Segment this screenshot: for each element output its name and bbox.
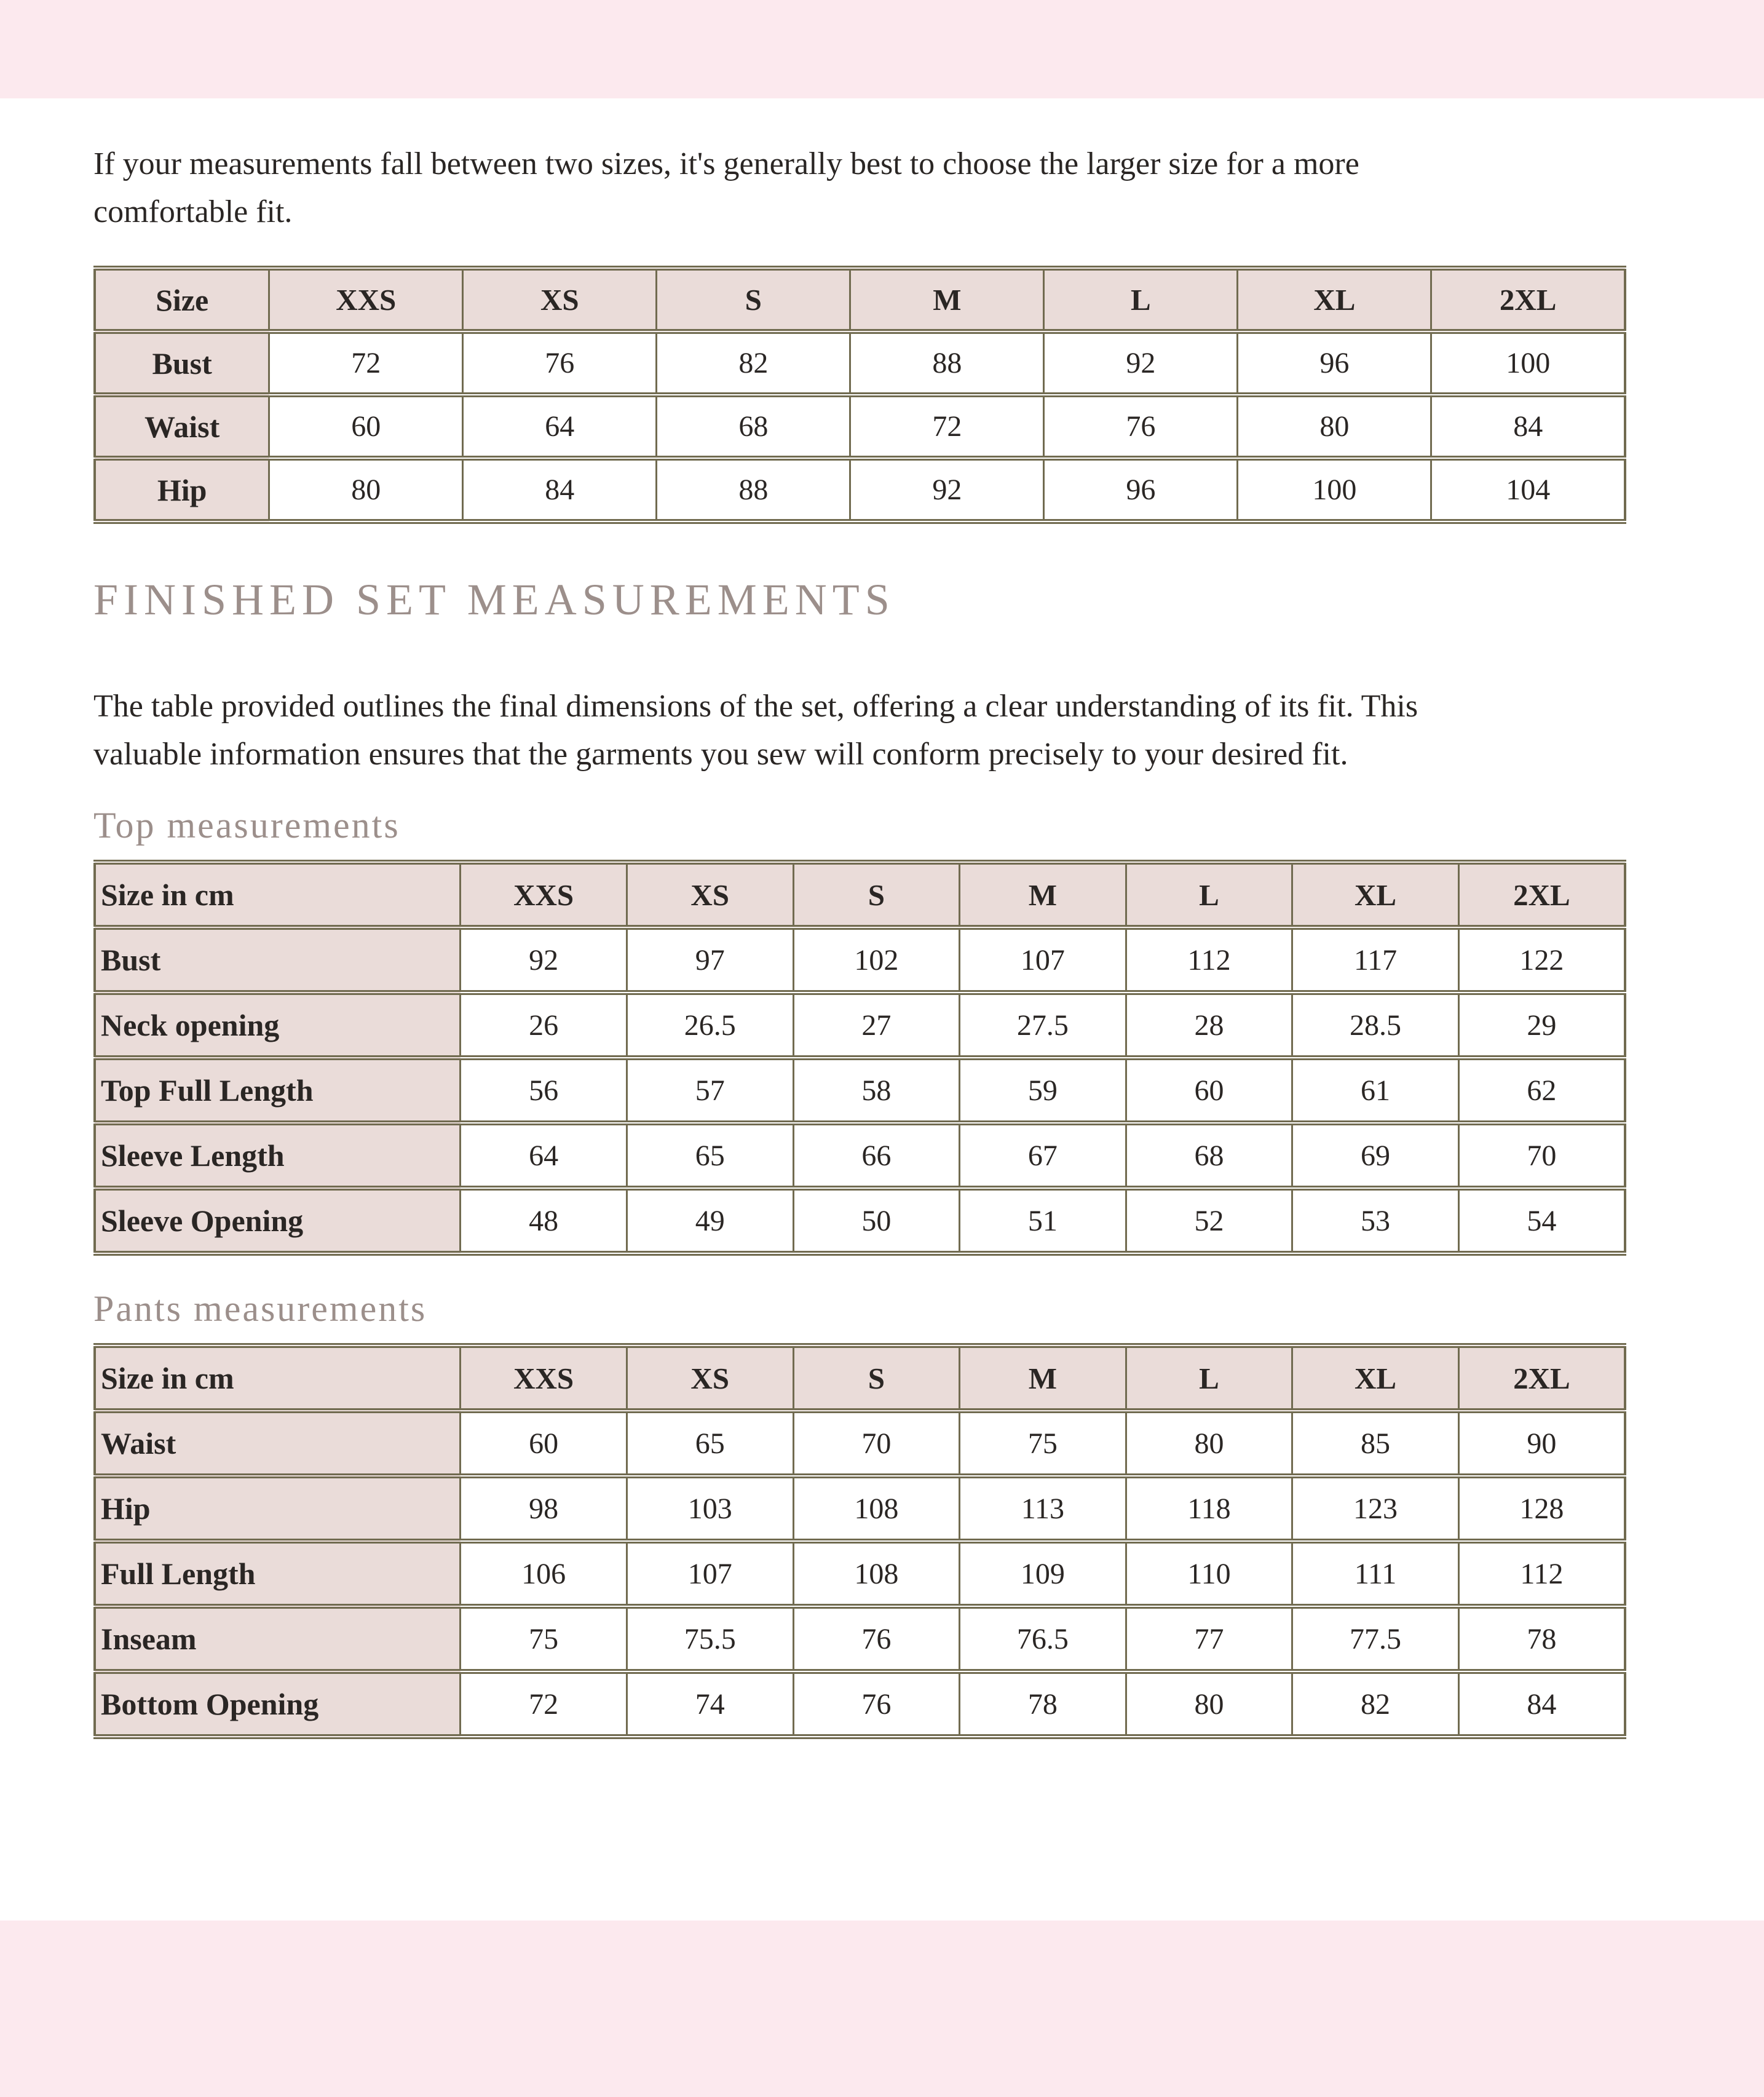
value-cell: 27.5 [960, 993, 1126, 1058]
value-cell: 96 [1044, 458, 1238, 521]
value-cell: 102 [793, 927, 960, 993]
header-size-cell: XS [627, 1346, 793, 1411]
value-cell: 84 [463, 458, 657, 521]
top-measurements-table [93, 860, 1626, 1256]
value-cell: 60 [1126, 1058, 1292, 1123]
value-cell: 74 [627, 1671, 793, 1737]
row-label-cell: Bottom Opening [95, 1671, 461, 1737]
value-cell: 76 [793, 1671, 960, 1737]
value-cell: 100 [1431, 331, 1625, 395]
value-cell: 48 [461, 1188, 627, 1253]
value-cell: 110 [1126, 1541, 1292, 1606]
value-cell: 72 [269, 331, 463, 395]
table-row [95, 1411, 1625, 1476]
value-cell: 28 [1126, 993, 1292, 1058]
value-cell: 60 [269, 395, 463, 458]
value-cell: 80 [1238, 395, 1431, 458]
value-cell: 72 [850, 395, 1044, 458]
header-size-cell: XS [463, 268, 657, 331]
value-cell: 72 [461, 1671, 627, 1737]
row-label-cell: Top Full Length [95, 1058, 461, 1123]
value-cell: 68 [657, 395, 850, 458]
value-cell: 70 [793, 1411, 960, 1476]
value-cell: 107 [960, 927, 1126, 993]
header-row [95, 268, 1625, 331]
value-cell: 100 [1238, 458, 1431, 521]
value-cell: 58 [793, 1058, 960, 1123]
value-cell: 61 [1292, 1058, 1459, 1123]
header-label-cell: Size in cm [95, 862, 461, 927]
value-cell: 82 [1292, 1671, 1459, 1737]
header-size-cell: L [1044, 268, 1238, 331]
top-pink-band [0, 0, 1764, 98]
pants-measurements-heading: Pants measurements [93, 1288, 427, 1329]
table-row [95, 927, 1625, 993]
row-label-cell: Hip [95, 458, 269, 521]
table-row [95, 993, 1625, 1058]
value-cell: 76 [1044, 395, 1238, 458]
value-cell: 106 [461, 1541, 627, 1606]
value-cell: 75 [461, 1606, 627, 1671]
value-cell: 112 [1126, 927, 1292, 993]
header-size-cell: XXS [461, 862, 627, 927]
value-cell: 65 [627, 1411, 793, 1476]
row-label-cell: Inseam [95, 1606, 461, 1671]
value-cell: 68 [1126, 1123, 1292, 1188]
value-cell: 96 [1238, 331, 1431, 395]
value-cell: 92 [850, 458, 1044, 521]
header-size-cell: XL [1292, 1346, 1459, 1411]
top-measurements-heading: Top measurements [93, 805, 400, 846]
value-cell: 76 [793, 1606, 960, 1671]
value-cell: 98 [461, 1476, 627, 1541]
description-line-1: The table provided outlines the final dimensions of the set, offering a clear understanding of its fit. This [93, 689, 1418, 724]
table-row [95, 395, 1625, 458]
value-cell: 88 [850, 331, 1044, 395]
header-label-cell: Size in cm [95, 1346, 461, 1411]
bottom-pink-band [0, 1921, 1764, 2097]
value-cell: 70 [1458, 1123, 1625, 1188]
row-label-cell: Sleeve Opening [95, 1188, 461, 1253]
value-cell: 57 [627, 1058, 793, 1123]
value-cell: 59 [960, 1058, 1126, 1123]
header-size-cell: L [1126, 1346, 1292, 1411]
value-cell: 113 [960, 1476, 1126, 1541]
value-cell: 76.5 [960, 1606, 1126, 1671]
header-size-cell: XS [627, 862, 793, 927]
finished-set-measurements-title: FINISHED SET MEASUREMENTS [93, 575, 895, 624]
value-cell: 52 [1126, 1188, 1292, 1253]
row-label-cell: Bust [95, 331, 269, 395]
value-cell: 80 [1126, 1671, 1292, 1737]
value-cell: 109 [960, 1541, 1126, 1606]
value-cell: 85 [1292, 1411, 1459, 1476]
value-cell: 75 [960, 1411, 1126, 1476]
header-size-cell: 2XL [1458, 862, 1625, 927]
row-label-cell: Waist [95, 395, 269, 458]
table-row [95, 1123, 1625, 1188]
header-size-cell: M [960, 1346, 1126, 1411]
value-cell: 80 [269, 458, 463, 521]
value-cell: 27 [793, 993, 960, 1058]
value-cell: 108 [793, 1541, 960, 1606]
value-cell: 92 [1044, 331, 1238, 395]
value-cell: 54 [1458, 1188, 1625, 1253]
row-label-cell: Bust [95, 927, 461, 993]
value-cell: 26.5 [627, 993, 793, 1058]
value-cell: 28.5 [1292, 993, 1459, 1058]
value-cell: 108 [793, 1476, 960, 1541]
value-cell: 122 [1458, 927, 1625, 993]
value-cell: 78 [1458, 1606, 1625, 1671]
header-size-cell: XL [1292, 862, 1459, 927]
value-cell: 107 [627, 1541, 793, 1606]
value-cell: 92 [461, 927, 627, 993]
intro-paragraph [93, 140, 1626, 236]
table-row [95, 1541, 1625, 1606]
value-cell: 88 [657, 458, 850, 521]
table-row [95, 1671, 1625, 1737]
value-cell: 90 [1458, 1411, 1625, 1476]
row-label-cell: Neck opening [95, 993, 461, 1058]
value-cell: 76 [463, 331, 657, 395]
value-cell: 80 [1126, 1411, 1292, 1476]
value-cell: 65 [627, 1123, 793, 1188]
value-cell: 77.5 [1292, 1606, 1459, 1671]
table-row [95, 331, 1625, 395]
value-cell: 75.5 [627, 1606, 793, 1671]
table-row [95, 458, 1625, 521]
value-cell: 67 [960, 1123, 1126, 1188]
value-cell: 69 [1292, 1123, 1459, 1188]
value-cell: 56 [461, 1058, 627, 1123]
value-cell: 82 [657, 331, 850, 395]
value-cell: 104 [1431, 458, 1625, 521]
value-cell: 78 [960, 1671, 1126, 1737]
value-cell: 111 [1292, 1541, 1459, 1606]
value-cell: 118 [1126, 1476, 1292, 1541]
value-cell: 123 [1292, 1476, 1459, 1541]
header-size-cell: 2XL [1458, 1346, 1625, 1411]
header-size-cell: S [657, 268, 850, 331]
value-cell: 64 [461, 1123, 627, 1188]
header-size-cell: XXS [269, 268, 463, 331]
pants-measurements-table [93, 1343, 1626, 1739]
value-cell: 64 [463, 395, 657, 458]
body-measurements-table [93, 266, 1626, 524]
table-row [95, 1058, 1625, 1123]
header-size-cell: M [960, 862, 1126, 927]
value-cell: 97 [627, 927, 793, 993]
row-label-cell: Full Length [95, 1541, 461, 1606]
value-cell: 128 [1458, 1476, 1625, 1541]
value-cell: 53 [1292, 1188, 1459, 1253]
value-cell: 112 [1458, 1541, 1625, 1606]
header-row [95, 1346, 1625, 1411]
row-label-cell: Hip [95, 1476, 461, 1541]
value-cell: 77 [1126, 1606, 1292, 1671]
row-label-cell: Waist [95, 1411, 461, 1476]
value-cell: 117 [1292, 927, 1459, 993]
header-label-cell: Size [95, 268, 269, 331]
value-cell: 51 [960, 1188, 1126, 1253]
header-row [95, 862, 1625, 927]
table-row [95, 1188, 1625, 1253]
header-size-cell: M [850, 268, 1044, 331]
header-size-cell: XXS [461, 1346, 627, 1411]
header-size-cell: 2XL [1431, 268, 1625, 331]
header-size-cell: S [793, 1346, 960, 1411]
value-cell: 29 [1458, 993, 1625, 1058]
value-cell: 49 [627, 1188, 793, 1253]
table-row [95, 1476, 1625, 1541]
value-cell: 60 [461, 1411, 627, 1476]
description-line-2: valuable information ensures that the garments you sew will conform precisely to your desired fit. [93, 737, 1348, 772]
value-cell: 103 [627, 1476, 793, 1541]
value-cell: 26 [461, 993, 627, 1058]
value-cell: 62 [1458, 1058, 1625, 1123]
value-cell: 50 [793, 1188, 960, 1253]
section-description [93, 683, 1626, 779]
value-cell: 66 [793, 1123, 960, 1188]
document-content [93, 98, 1626, 1739]
header-size-cell: S [793, 862, 960, 927]
intro-line-2: comfortable fit. [93, 194, 293, 229]
table-row [95, 1606, 1625, 1671]
row-label-cell: Sleeve Length [95, 1123, 461, 1188]
value-cell: 84 [1431, 395, 1625, 458]
intro-line-1: If your measurements fall between two sizes, it's generally best to choose the larger size for a more [93, 146, 1359, 181]
header-size-cell: L [1126, 862, 1292, 927]
value-cell: 84 [1458, 1671, 1625, 1737]
header-size-cell: XL [1238, 268, 1431, 331]
